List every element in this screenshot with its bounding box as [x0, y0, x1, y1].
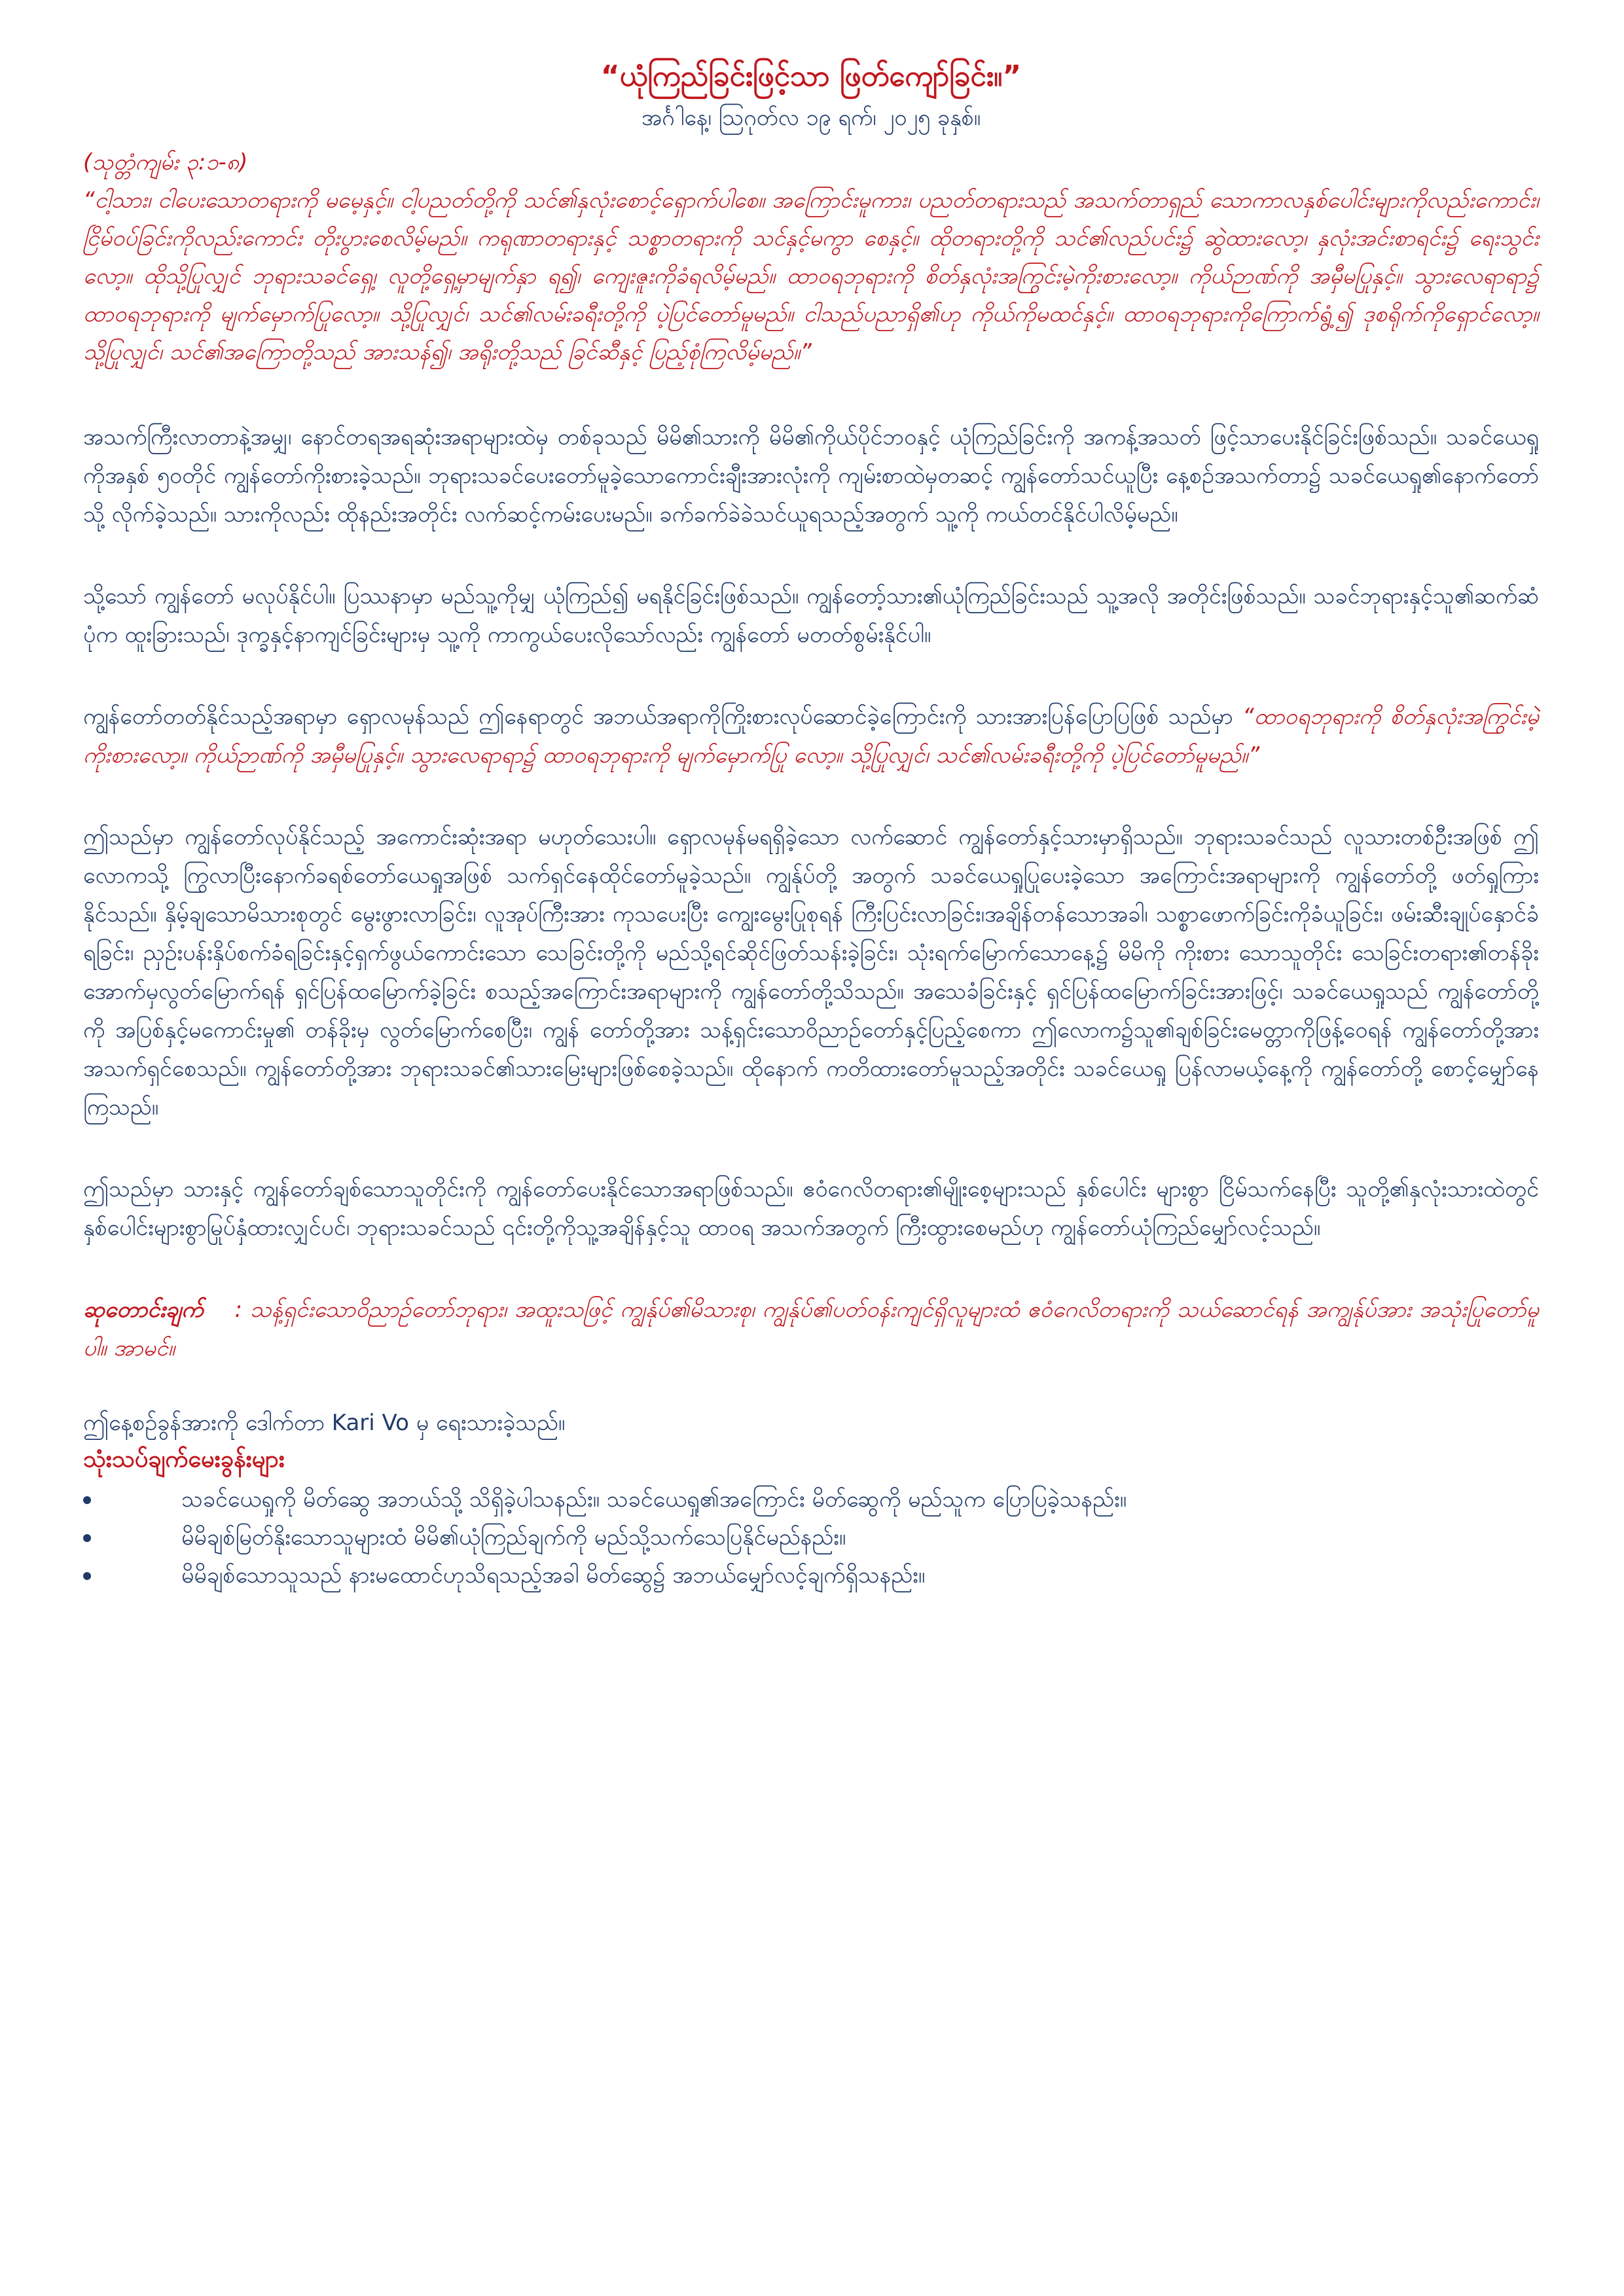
body-paragraph-3-lead: ကျွန်တော်တတ်နိုင်သည့်အရာမှာ ရှောလမုန်သည် ဤနေရာတွင် အဘယ်အရာကိုကြိုးစားလုပ်ဆောင်ခဲ့ကြောင်းကို သားအားပြန်ပြောပြဖြစ် သည်မှာ — [83, 704, 1233, 730]
author-credit: ဤနေ့စဉ်ခွန်အားကို ဒေါက်တာ Kari Vo မှ ရေးသားခဲ့သည်။ — [83, 1410, 566, 1436]
question-item — [83, 1480, 1539, 1518]
body-paragraph-4: ဤသည်မှာ ကျွန်တော်လုပ်နိုင်သည့် အကောင်းဆုံးအရာ မဟုတ်သေးပါ။ ရှောလမုန်မရရှိခဲ့သော လက်ဆောင် ကျွန်တော်နှင့်သားမှာရှိသည်။ ဘုရားသခင်သည် လူသားတစ်ဦးအဖြစ် ဤလောကသို့ ကြွလာပြီးနောက်ခရစ်တော်ယေရှုအဖြစ် သက်ရှင်နေထိုင်တော်မူခဲ့သည်။ ကျွန်ုပ်တို့ အတွက် သခင်ယေရှုပြုပေးခဲ့သော အကြောင်းအရာများကို ကျွန်တော်တို့ ဖတ်ရှုကြားနိုင်သည်။ နှိမ့်ချသောမိသားစုတွင် မွေးဖွားလာခြင်း၊ လူအုပ်ကြီးအား ကုသပေးပြီး ကျွေးမွေးပြုစုရန် ကြီးပြင်းလာခြင်း၊အချိန်တန်သောအခါ၊ သစ္စာဖောက်ခြင်းကိုခံယူခြင်း၊ ဖမ်းဆီးချုပ်နှောင်ခံရခြင်း၊ ညှဉ်းပန်းနှိပ်စက်ခံရခြင်းနှင့်ရှက်ဖွယ်ကောင်းသော သေခြင်းတို့ကို မည်သို့ရင်ဆိုင်ဖြတ်သန်းခဲ့ခြင်း၊ သုံးရက်မြောက်သောနေ့၌ မိမိကို ကိုးစား သောသူတိုင်း သေခြင်းတရား၏တန်ခိုးအောက်မှလွတ်မြောက်ရန် ရှင်ပြန်ထမြောက်ခဲ့ခြင်း စသည့်အကြောင်းအရာများကို ကျွန်တော်တို့သိသည်။ အသေခံခြင်းနှင့် ရှင်ပြန်ထမြောက်ခြင်းအားဖြင့်၊ သခင်ယေရှုသည် ကျွန်တော်တို့ကို အပြစ်နှင့်မကောင်းမှု၏ တန်ခိုးမှ လွတ်မြောက်စေပြီး၊ ကျွန် တော်တို့အား သန့်ရှင်းသောဝိညာဉ်တော်နှင့်ပြည့်စေကာ ဤလောက၌သူ၏ချစ်ခြင်းမေတ္တာကိုဖြန့်ဝေရန် ကျွန်တော်တို့အား အသက်ရှင်စေသည်။ ကျွန်တော်တို့အား ဘုရားသခင်၏သားမြေးများဖြစ်စေခဲ့သည်။ ထိုနောက် ကတိထားတော်မူသည့်အတိုင်း သခင်ယေရှု ပြန်လာမယ့်နေ့ကို ကျွန်တော်တို့ စောင့်မျှော်နေကြသည်။ — [83, 824, 1539, 1121]
body-paragraph-3 — [83, 698, 1539, 775]
question-text: မိမိချစ်မြတ်နိုးသောသူများထံ မိမိ၏ယုံကြည်ချက်ကို မည်သို့သက်သေပြနိုင်မည်နည်း။ — [181, 1524, 846, 1551]
prayer-label: ဆုတောင်းချက် — [83, 1297, 204, 1323]
page-title: “ယုံကြည်ခြင်းဖြင့်သာ ဖြတ်ကျော်ခြင်း။” — [600, 60, 1022, 93]
bullet-icon — [83, 1496, 91, 1504]
body-paragraph-5: ဤသည်မှာ သားနှင့် ကျွန်တော်ချစ်သောသူတိုင်းကို ကျွန်တော်ပေးနိုင်သောအရာဖြစ်သည်။ ဧဝံဂေလိတရား၏မျိုးစေ့များသည် နှစ်ပေါင်း များစွာ ငြိမ်သက်နေပြီး သူတို့၏နှလုံးသားထဲတွင် နှစ်ပေါင်းများစွာမြုပ်နှံထားလျှင်ပင်၊ ဘုရားသခင်သည် ၎င်းတို့ကိုသူ့အချိန်နှင့်သူ ထာဝရ အသက်အတွက် ကြီးထွားစေမည်ဟု ကျွန်တော်ယုံကြည်မျှော်လင့်သည်။ — [83, 1176, 1539, 1241]
question-item — [83, 1518, 1539, 1556]
question-text: သခင်ယေရှုကို မိတ်ဆွေ အဘယ်သို့ သိရှိခဲ့ပါသနည်း။ သခင်ယေရှု၏အကြောင်း မိတ်ဆွေကို မည်သူက ပြောပြခဲ့သနည်း။ — [181, 1486, 1127, 1513]
body-paragraph-1: အသက်ကြီးလာတာနဲ့အမျှ၊ နောင်တရအရဆုံးအရာများထဲမှ တစ်ခုသည် မိမိ၏သားကို မိမိ၏ကိုယ်ပိုင်ဘဝနှင့် ယုံကြည်ခြင်းကို အကန့်အသတ် ဖြင့်သာပေးနိုင်ခြင်းဖြစ်သည်။ သခင်ယေရှုကိုအနှစ် ၅၀တိုင် ကျွန်တော်ကိုးစားခဲ့သည်။ ဘုရားသခင်ပေးတော်မူခဲ့သောကောင်းချီးအားလုံးကို ကျမ်းစာထဲမှတဆင့် ကျွန်တော်သင်ယူပြီး နေ့စဉ်အသက်တာ၌ သခင်ယေရှု၏နောက်တော်သို့ လိုက်ခဲ့သည်။ သားကိုလည်း ထိုနည်းအတိုင်း လက်ဆင့်ကမ်းပေးမည်။ ခက်ခက်ခဲခဲသင်ယူရသည့်အတွက် သူ့ကို ကယ်တင်နိုင်ပါလိမ့်မည်။ — [83, 424, 1539, 528]
questions-heading: သုံးသပ်ချက်မေးခွန်းများ — [83, 1446, 285, 1473]
question-text: မိမိချစ်သောသူသည် နားမထောင်ဟုသိရသည့်အခါ မိတ်ဆွေ၌ အဘယ်မျှော်လင့်ချက်ရှိသနည်း။ — [181, 1562, 926, 1588]
bullet-icon — [83, 1534, 91, 1542]
inline-scripture-quote: “ထာဝရဘုရားကို စိတ်နှလုံးအကြွင်းမဲ့ကိုးစားလော့။ ကိုယ်ဉာဏ်ကို အမှီမပြုနှင့်။ သွားလေရာရာ၌ ထာဝရဘုရားကို မျက်မှောက်ပြု လော့။ သို့ပြုလျှင်၊ သင်၏လမ်းခရီးတို့ကို ပဲ့ပြင်တော်မူမည်။” — [83, 704, 1539, 768]
bullet-icon — [83, 1572, 91, 1580]
prayer-text: : သန့်ရှင်းသောဝိညာဉ်တော်ဘုရား၊ အထူးသဖြင့် ကျွန်ုပ်၏မိသားစု၊ ကျွန်ုပ်၏ပတ်ဝန်းကျင်ရှိလူများထံ ဧဝံဂေလိတရားကို သယ်ဆောင်ရန် အကျွန်ုပ်အား အသုံးပြုတော်မူပါ။ အာမင်။ — [83, 1297, 1539, 1361]
body-paragraph-2: သို့သော် ကျွန်တော် မလုပ်နိုင်ပါ။ ပြဿနာမှာ မည်သူ့ကိုမျှ ယုံကြည်၍ မရနိုင်ခြင်းဖြစ်သည်။ ကျွန်တော့်သား၏ယုံကြည်ခြင်းသည် သူ့အလို အတိုင်းဖြစ်သည်။ သခင်ဘုရားနှင့်သူ၏ဆက်ဆံပုံက ထူးခြားသည်၊ ဒုက္ခနှင့်နာကျင်ခြင်းများမှ သူ့ကို ကာကွယ်ပေးလိုသော်လည်း ကျွန်တော် မတတ်စွမ်းနိုင်ပါ။ — [83, 583, 1539, 648]
scripture-reference: (သုတ္တံကျမ်း ၃:၁-၈) — [83, 149, 248, 175]
scripture-text: “ငါ့သား၊ ငါပေးသောတရားကို မမေ့နှင့်။ ငါ့ပညတ်တို့ကို သင်၏နှလုံးစောင့်ရှောက်ပါစေ။ အကြောင်းမူကား၊ ပညတ်တရားသည် အသက်တာရှည် သောကာလနှစ်ပေါင်းများကိုလည်းကောင်း၊ ငြိမ်ဝပ်ခြင်းကိုလည်းကောင်း တိုးပွားစေလိမ့်မည်။ ကရုဏာတရားနှင့် သစ္စာတရားကို သင်နှင့်မကွာ စေနှင့်။ ထိုတရားတို့ကို သင်၏လည်ပင်း၌ ဆွဲထားလော့၊ နှလုံးအင်းစာရင်း၌ ရေးသွင်းလော့။ ထိုသို့ပြုလျှင် ဘုရားသခင်ရှေ့၊ လူတို့ရှေ့မှာမျက်နှာ ရ၍၊ ကျေးဇူးကိုခံရလိမ့်မည်။ ထာဝရဘုရားကို စိတ်နှလုံးအကြွင်းမဲ့ကိုးစားလော့။ ကိုယ်ဉာဏ်ကို အမှီမပြုနှင့်။ သွားလေရာရာ၌ ထာဝရဘုရားကို မျက်မှောက်ပြုလော့။ သို့ပြုလျှင်၊ သင်၏လမ်းခရီးတို့ကို ပဲ့ပြင်တော်မူမည်။ ငါသည်ပညာရှိ၏ဟု ကိုယ်ကိုမထင်နှင့်။ ထာဝရဘုရားကိုကြောက်ရွံ့၍ ဒုစရိုက်ကိုရှောင်လော့။ သို့ပြုလျှင်၊ သင်၏အကြောတို့သည် အားသန်၍၊ အရိုးတို့သည် ခြင်ဆီနှင့် ပြည့်စုံကြလိမ့်မည်။” — [83, 187, 1540, 365]
prayer-section — [83, 1291, 1539, 1368]
date-line: အင်္ဂါနေ့၊ ဩဂုတ်လ ၁၉ ရက်၊ ၂၀၂၅ ခုနှစ်။ — [641, 105, 981, 131]
reflection-questions-list — [83, 1480, 1539, 1594]
question-item — [83, 1556, 1539, 1594]
